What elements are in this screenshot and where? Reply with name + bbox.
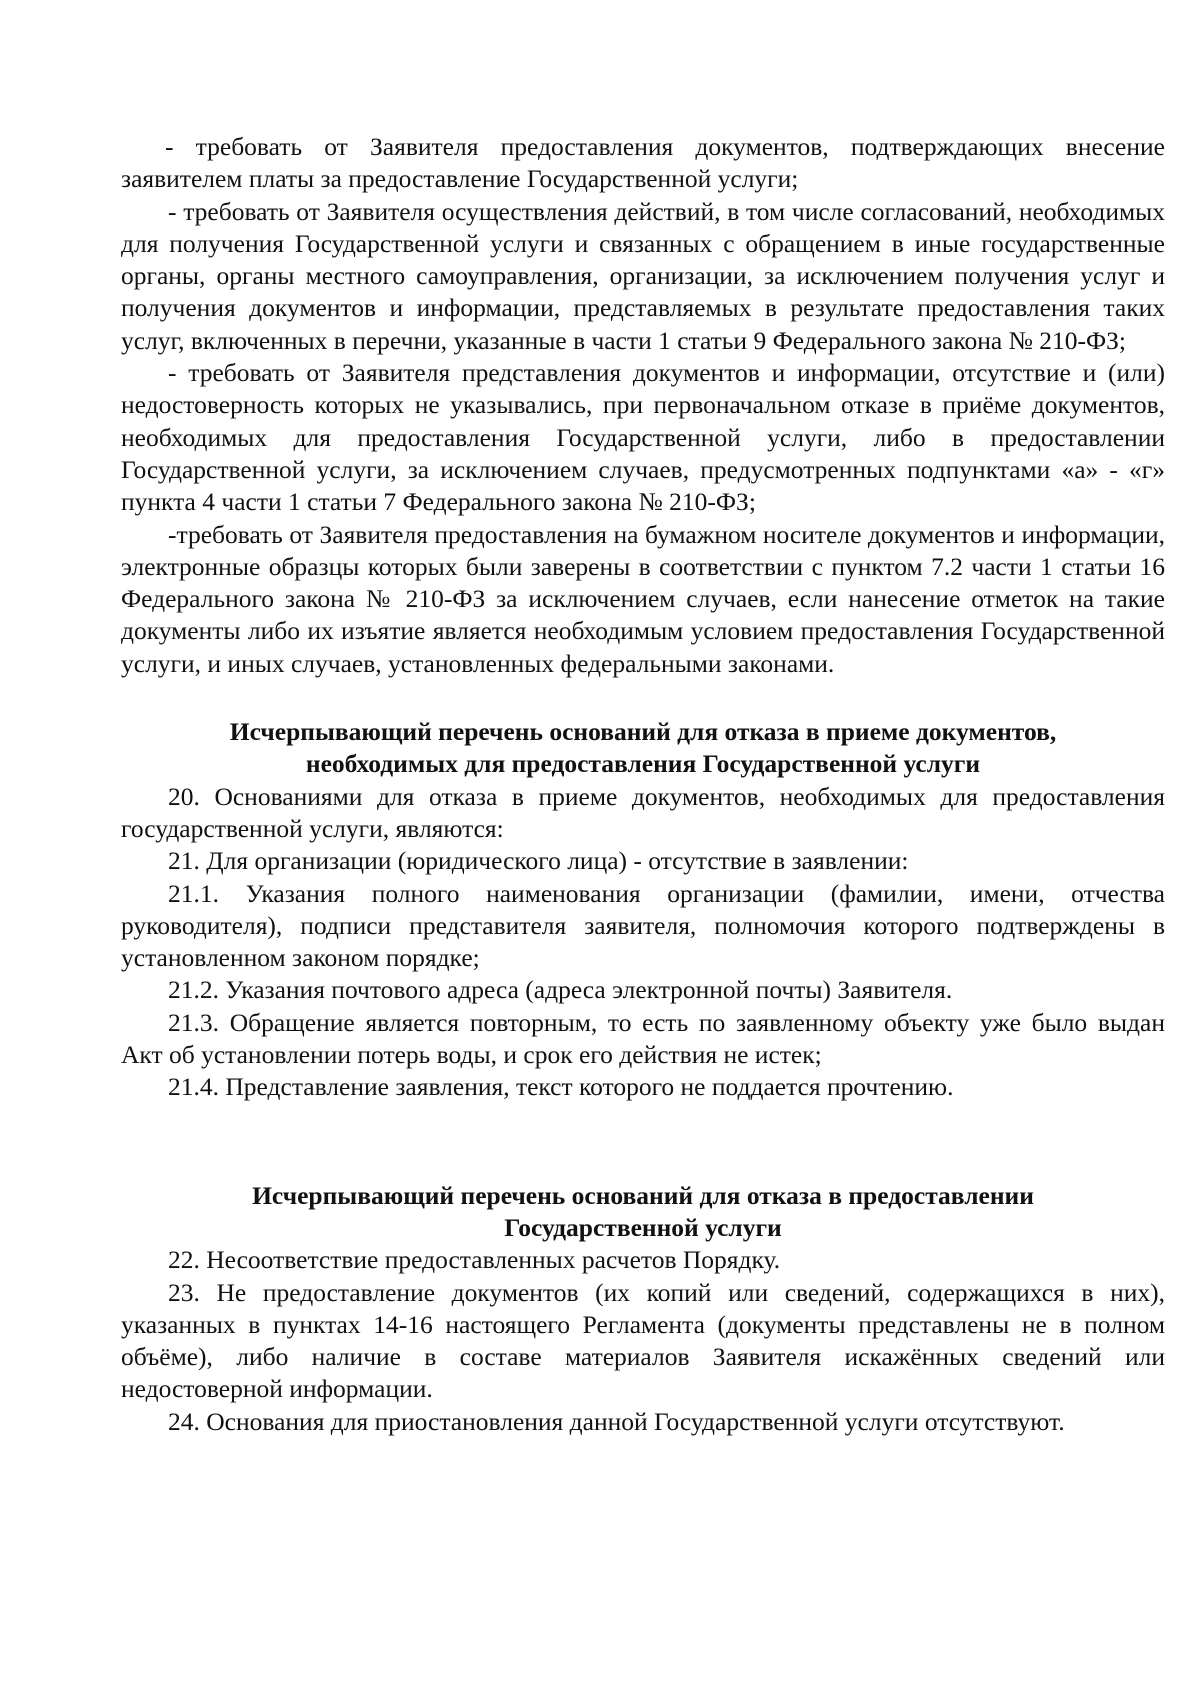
paragraph-23: 23. Не предоставление документов (их копий или сведений, содержащихся в них), указанных в пунктах 14-16 настоящего Регламента (документы представлены не в полном объёме), либо наличие в составе материалов Заявителя искажённых сведений или недостоверной информации.: [121, 1277, 1165, 1404]
list-item-actions-approvals: - требовать от Заявителя осуществления действий, в том числе согласований, необходимых для получения Государственной услуги и связанных с обращением в иные государственные органы, органы местного самоуправления, организации, за исключением получения услуг и получения документов и информации, представляемых в результате предоставления таких услуг, включенных в перечни, указанные в части 1 статьи 9 Федерального закона № 210-ФЗ;: [121, 196, 1165, 355]
paragraph-21-4: 21.4. Представление заявления, текст которого не поддается прочтению.: [168, 1072, 954, 1102]
section-heading-line: Исчерпывающий перечень оснований для отказа в приеме документов,: [229, 717, 1057, 747]
section-heading-line: Исчерпывающий перечень оснований для отказа в предоставлении: [252, 1180, 1034, 1210]
section-spacer: [121, 680, 1165, 716]
paragraph-21-2: 21.2. Указания почтового адреса (адреса электронной почты) Заявителя.: [168, 975, 953, 1005]
section-heading-line: необходимых для предоставления Государственной услуги: [305, 749, 981, 779]
document-page: [121, 131, 1165, 1438]
section-heading-refusal-service: [121, 1180, 1165, 1245]
section-heading-refusal-acceptance: [121, 716, 1165, 781]
list-item-payment-documents: - требовать от Заявителя предоставления документов, подтверждающих внесение заявителем платы за предоставление Государственной услуги;: [121, 132, 1165, 194]
list-item-missing-documents: - требовать от Заявителя представления документов и информации, отсутствие и (или) недостоверность которых не указывались, при первоначальном отказе в приёме документов, необходимых для предоставления Государственной услуги, либо в предоставлении Государственной услуги, за исключением случаев, предусмотренных подпунктами «а» - «г» пункта 4 части 1 статьи 7 Федерального закона № 210-ФЗ;: [121, 358, 1165, 517]
paragraph-20: 20. Основаниями для отказа в приеме документов, необходимых для предоставления государственной услуги, являются:: [121, 781, 1165, 843]
section-spacer: [121, 1104, 1165, 1180]
paragraph-21-1: 21.1. Указания полного наименования организации (фамилии, имени, отчества руководителя), подписи представителя заявителя, полномочия которого подтверждены в установленном законом порядке;: [121, 878, 1165, 973]
paragraph-21-3: 21.3. Обращение является повторным, то есть по заявленному объекту уже было выдан Акт об установлении потерь воды, и срок его действия не истек;: [121, 1007, 1165, 1070]
list-item-paper-documents: -требовать от Заявителя предоставления на бумажном носителе документов и информации, электронные образцы которых были заверены в соответствии с пунктом 7.2 части 1 статьи 16 Федерального закона № 210-ФЗ за исключением случаев, если нанесение отметок на такие документы либо их изъятие является необходимым условием предоставления Государственной услуги, и иных случаев, установленных федеральными законами.: [121, 519, 1165, 678]
paragraph-24: 24. Основания для приостановления данной Государственной услуги отсутствуют.: [168, 1406, 1065, 1436]
paragraph-21: 21. Для организации (юридического лица) - отсутствие в заявлении:: [168, 846, 909, 876]
paragraph-22: 22. Несоответствие предоставленных расчетов Порядку.: [168, 1245, 781, 1275]
section-heading-line: Государственной услуги: [504, 1212, 782, 1242]
